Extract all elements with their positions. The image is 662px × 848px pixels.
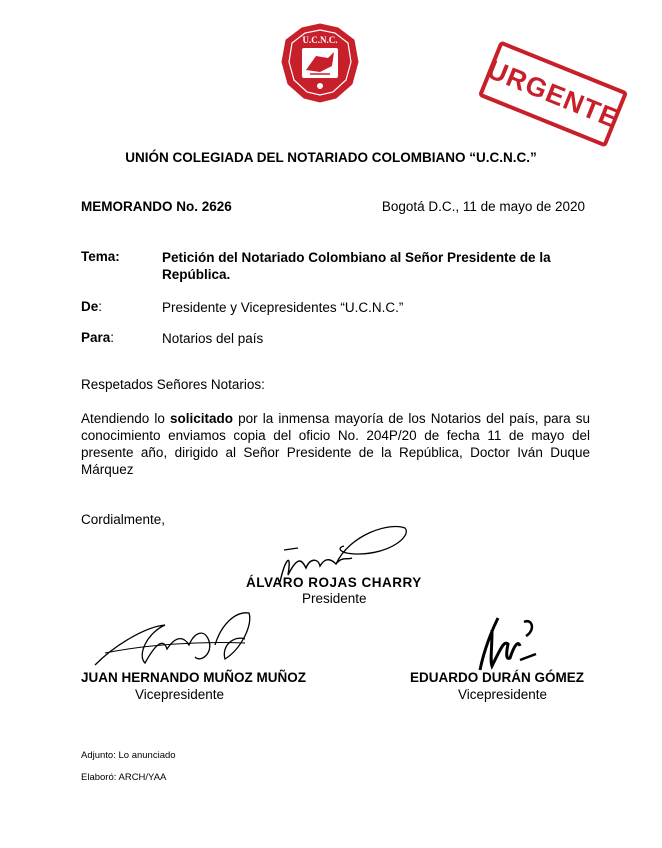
body-text-bold: solicitado [170,411,234,426]
de-label: De: [81,299,103,314]
vp-left-signature [85,605,260,677]
greeting: Respetados Señores Notarios: [81,377,265,392]
de-value: Presidente y Vicepresidentes “U.C.N.C.” [162,300,404,315]
body-text-start: Atendiendo lo [81,411,171,426]
vp-left-role: Vicepresidente [135,687,225,702]
vp-right-role: Vicepresidente [458,687,548,702]
body-paragraph [81,410,590,478]
body-text-end: por la inmensa mayoría de los Notarios del país, para su conocimiento enviamos copia del oficio No. 204P/20 de fecha 11 de mayo del presente año, dirigido al Señor Presidente de la República, Doctor Iván Duque Márquez [81,411,590,477]
tema-value: Petición del Notariado Colombiano al Señor Presidente de la República. [162,250,551,282]
prepared-by-note: Elaboró: ARCH/YAA [81,772,167,783]
urgent-stamp [478,40,628,147]
urgent-stamp-text: URGENTE [483,53,624,134]
president-name: ÁLVARO ROJAS CHARRY [246,575,422,590]
president-role: Presidente [302,591,367,606]
memo-date: Bogotá D.C., 11 de mayo de 2020 [381,199,585,214]
vp-right-name: EDUARDO DURÁN GÓMEZ [410,670,584,685]
organization-title: UNIÓN COLEGIADA DEL NOTARIADO COLOMBIANO “U.C.N.C.” [125,150,537,165]
tema-label: Tema: [81,249,120,264]
closing: Cordialmente, [81,512,166,527]
memo-number: MEMORANDO No. 2626 [81,199,232,214]
ucnc-logo [280,22,360,104]
para-value: Notarios del país [162,331,264,346]
para-label: Para: [81,330,115,345]
attachment-note: Adjunto: Lo anunciado [81,750,176,761]
svg-text:U.C.N.C.: U.C.N.C. [302,35,338,45]
vp-left-name: JUAN HERNANDO MUÑOZ MUÑOZ [81,670,306,685]
vp-right-signature [462,600,542,678]
